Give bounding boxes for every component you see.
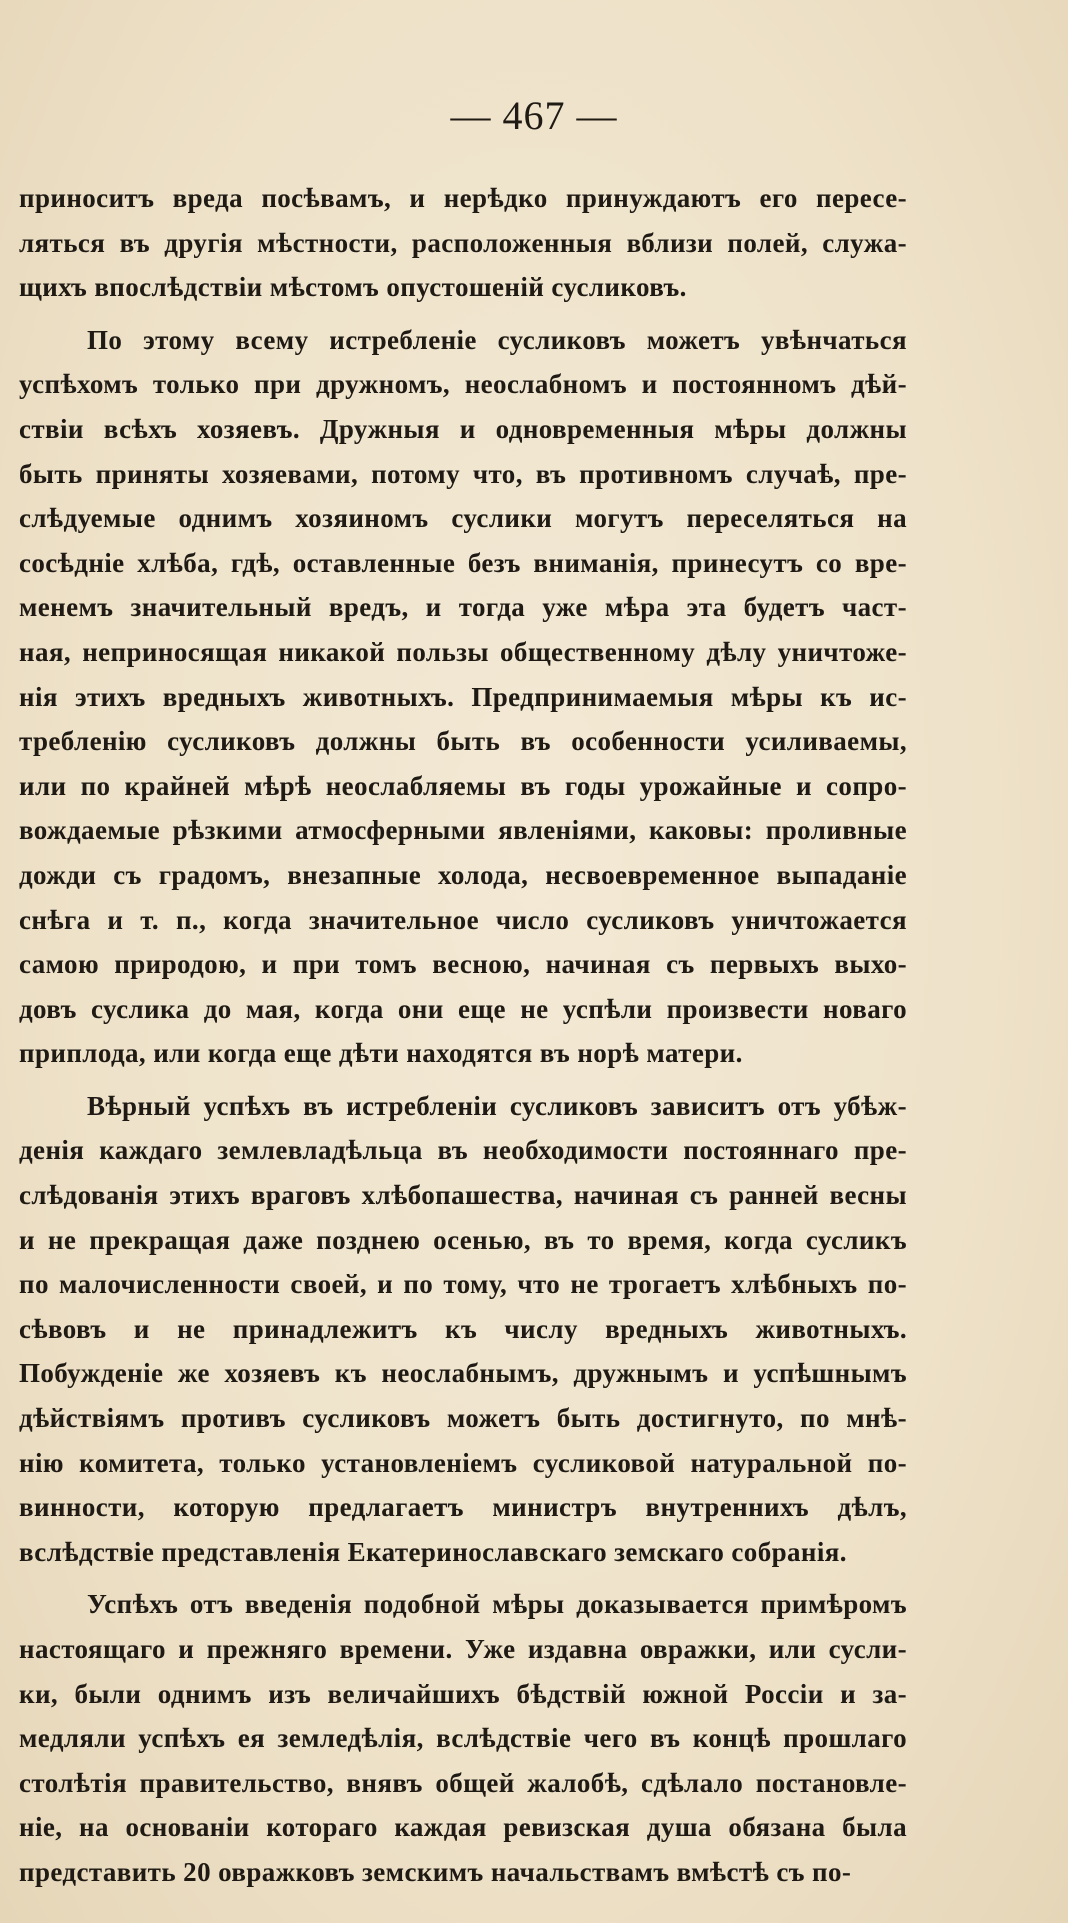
body-text	[19, 176, 907, 1895]
text-line: По этому всему истребленіе сусликовъ можетъ увѣнчаться	[87, 324, 907, 355]
text-line: вождаемые рѣзкими атмосферными явленіями, каковы: проливные	[19, 815, 907, 846]
text-line: приноситъ вреда посѣвамъ, и нерѣдко принуждаютъ его пересе-	[19, 183, 907, 213]
text-line: нію комитета, только установленіемъ сусликовой натуральной по-	[19, 1447, 907, 1478]
text-line: довъ суслика до мая, когда они еще не успѣли произвести новаго	[19, 993, 907, 1024]
text-line: ки, были однимъ изъ величайшихъ бѣдствій южной Россіи и за-	[19, 1678, 907, 1709]
text-line: сосѣдніе хлѣба, гдѣ, оставленные безъ вниманія, принесутъ со вре-	[19, 547, 907, 578]
text-line: быть приняты хозяевами, потому что, въ противномъ случаѣ, пре-	[19, 458, 907, 489]
paragraph	[19, 176, 907, 310]
text-line: вслѣдствіе представленія Екатеринославскаго земскаго собранія.	[19, 1536, 847, 1567]
page-number: — 467 —	[450, 93, 618, 138]
text-line: Побужденіе же хозяевъ къ неослабнымъ, дружнымъ и успѣшнымъ	[19, 1358, 907, 1389]
text-line: представить 20 овражковъ земскимъ начальствамъ вмѣстѣ съ по-	[19, 1856, 852, 1887]
text-line: нія этихъ вредныхъ животныхъ. Предпринимаемыя мѣры къ ис-	[19, 681, 907, 712]
text-line: успѣхомъ только при дружномъ, неослабномъ и постоянномъ дѣй-	[19, 369, 907, 400]
text-line: слѣдованія этихъ враговъ хлѣбопашества, начиная съ ранней весны	[19, 1180, 907, 1211]
text-line: денія каждаго землевладѣльца въ необходимости постояннаго пре-	[19, 1135, 907, 1166]
text-line: приплода, или когда еще дѣти находятся въ норѣ матери.	[19, 1038, 743, 1069]
text-line: ствіи всѣхъ хозяевъ. Дружныя и одновременныя мѣры должны	[19, 413, 907, 444]
text-line: по малочисленности своей, и по тому, что не трогаетъ хлѣбныхъ по-	[19, 1269, 907, 1300]
text-line: дѣйствіямъ противъ сусликовъ можетъ быть достигнуто, по мнѣ-	[19, 1403, 907, 1434]
text-line: сѣвовъ и не принадлежитъ къ числу вредныхъ животныхъ.	[19, 1313, 907, 1344]
paragraph	[19, 318, 907, 1076]
text-line: медляли успѣхъ ея земледѣлія, вслѣдствіе чего въ концѣ прошлаго	[19, 1723, 907, 1754]
text-line: настоящаго и прежняго времени. Уже издавна овражки, или сусли-	[19, 1634, 907, 1664]
text-line: Вѣрный успѣхъ въ истребленіи сусликовъ зависитъ отъ убѣж-	[87, 1090, 907, 1121]
text-line: ляться въ другія мѣстности, расположенныя вблизи полей, служа-	[19, 227, 907, 258]
text-line: ная, неприносящая никакой пользы общественному дѣлу уничтоже-	[19, 636, 907, 667]
text-line: или по крайней мѣрѣ неослабляемы въ годы урожайные и сопро-	[19, 770, 907, 801]
text-line: слѣдуемые однимъ хозяиномъ суслики могутъ переселяться на	[19, 503, 907, 534]
text-line: винности, которую предлагаетъ министръ внутреннихъ дѣлъ,	[19, 1492, 907, 1523]
text-line: требленію сусликовъ должны быть въ особенности усиливаемы,	[19, 726, 907, 757]
text-line: менемъ значительный вредъ, и тогда уже мѣра эта будетъ част-	[19, 592, 907, 623]
text-line: снѣга и т. п., когда значительное число сусликовъ уничтожается	[19, 904, 907, 935]
text-line: Успѣхъ отъ введенія подобной мѣры доказывается примѣромъ	[87, 1589, 907, 1620]
text-line: столѣтія правительство, внявъ общей жалобѣ, сдѣлало постановле-	[19, 1767, 907, 1798]
text-line: ніе, на основаніи котораго каждая ревизская душа обязана была	[19, 1812, 907, 1843]
text-line: самою природою, и при томъ весною, начиная съ первыхъ выхо-	[19, 949, 907, 980]
text-line: и не прекращая даже позднею осенью, въ то время, когда сусликъ	[19, 1224, 907, 1255]
paragraph	[19, 1084, 907, 1575]
text-line: дожди съ градомъ, внезапные холода, несвоевременное выпаданіе	[19, 859, 907, 890]
text-line: щихъ впослѣдствіи мѣстомъ опустошеній сусликовъ.	[19, 272, 687, 303]
paragraph	[19, 1582, 907, 1894]
